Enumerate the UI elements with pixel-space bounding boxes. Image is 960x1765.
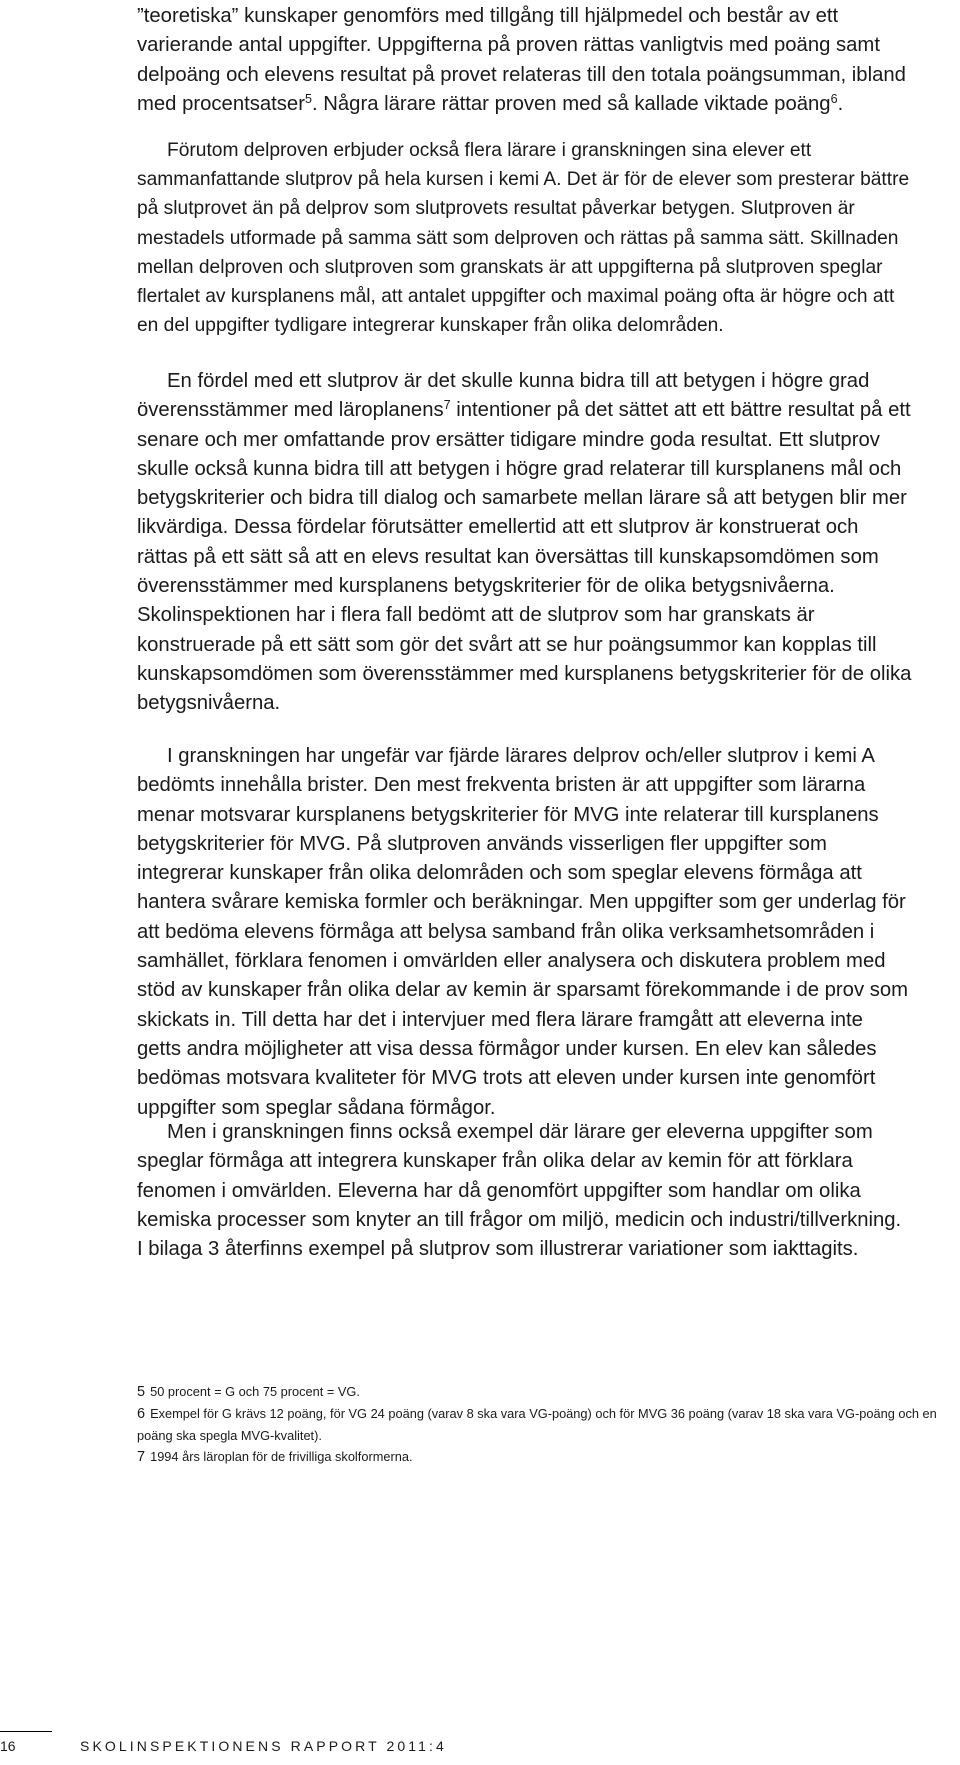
paragraph-1-text-b: . Några lärare rättar proven med så kallade viktade poäng <box>311 92 831 115</box>
footnote-text-5: 50 procent = G och 75 procent = VG. <box>150 1384 360 1399</box>
paragraph-3-text-a: En fördel med ett slutprov är det skulle kunna bidra till att betygen i högre grad överensstämmer med läroplanens <box>137 370 870 422</box>
footnote-ref-5[interactable]: 5 <box>304 91 312 106</box>
footnote-number-7: 7 <box>137 1449 146 1465</box>
footnote-number-5: 5 <box>137 1384 146 1400</box>
paragraph-5 <box>137 1118 912 1264</box>
footer-divider <box>0 1731 52 1732</box>
footnotes-block <box>137 1381 949 1468</box>
paragraph-4 <box>137 742 912 1123</box>
footnote-number-6: 6 <box>137 1406 146 1422</box>
footnote-7-line <box>137 1446 949 1468</box>
paragraph-2 <box>137 136 912 340</box>
paragraph-1 <box>137 2 912 119</box>
paragraph-3-text-b: intentioner på det sättet att ett bättre resultat på ett senare och mer omfattande prov ersätter tidigare mindre goda resultat. Ett slutprov skulle också kunna bidra till att betygen i högre grad relaterar till kursplanens mål och betygskriterier och bidra till dialog och samarbete mellan lärare så att betygen blir mer likvärdiga. Dessa fördelar förutsätter emellertid att ett slutprov är konstruerat och rättas på ett sätt så att en elevs resultat kan översättas till kunskapsomdömen som överensstämmer med kursplanens betygskriterier för de olika betygsnivåerna. Skolinspektionen har i flera fall bedömt att de slutprov som har granskats är konstruerade på ett sätt som gör det svårt att se hur poängsummor kan kopplas till kunskapsomdömen som överensstämmer med kursplanens betygskriterier för de olika betygsnivåerna. <box>137 399 912 715</box>
footnote-6-line <box>137 1403 949 1446</box>
footnote-text-6: Exempel för G krävs 12 poäng, för VG 24 poäng (varav 8 ska vara VG-poäng) och för MVG 36 poäng (varav 18 ska vara VG-poäng och en poäng ska spegla MVG-kvalitet). <box>137 1406 937 1443</box>
paragraph-2-text: Förutom delproven erbjuder också flera lärare i granskningen sina elever ett sammanfattande slutprov på hela kursen i kemi A. Det är för de elever som presterar bättre på slutprovet än på delprov som slutprovets resultat påverkar betygen. Slutproven är mestadels utformade på samma sätt som delproven och rättas på samma sätt. Skillnaden mellan delproven och slutproven som granskats är att uppgifterna på slutproven speglar flertalet av kursplanens mål, att antalet uppgifter och maximal poäng ofta är högre och att en del uppgifter tydligare integrerar kunskaper från olika delområden. <box>137 140 910 337</box>
paragraph-4-text: I granskningen har ungefär var fjärde lärares delprov och/eller slutprov i kemi A bedömts innehålla brister. Den mest frekventa bristen är att uppgifter som lärarna menar motsvarar kursplanens betygskriterier för MVG inte relaterar till kursplanens betygskriterier för MVG. På slutproven används visserligen fler uppgifter som integrerar kunskaper från olika delområden och som speglar elevens förmåga att hantera svårare kemiska formler och beräkningar. Men uppgifter som ger underlag för att bedöma elevens förmåga att belysa samband från olika verksamhetsområden i samhället, förklara fenomen i omvärlden eller analysera och diskutera problem med stöd av kunskaper från olika delar av kemin är sparsamt förekommande i de prov som skickats in. Till detta har det i intervjuer med flera lärare framgått att eleverna inte getts andra möjligheter att visa dessa förmågor under kursen. En elev kan således bedömas motsvara kvaliteter för MVG trots att eleven under kursen inte genomfört uppgifter som speglar sådana förmågor. <box>137 745 909 1119</box>
footnote-5-line <box>137 1381 949 1403</box>
footnote-ref-7[interactable]: 7 <box>443 398 451 413</box>
footnote-ref-6[interactable]: 6 <box>830 91 838 106</box>
paragraph-1-text-c: . <box>837 92 844 115</box>
paragraph-5-text: Men i granskningen finns också exempel där lärare ger eleverna uppgifter som speglar förmåga att integrera kunskaper från olika delar av kemin för att förklara fenomen i omvärlden. Eleverna har då genomfört uppgifter som handlar om olika kemiska processer som knyter an till frågor om miljö, medicin och industri/tillverkning. I bilaga 3 återfinns exempel på slutprov som illustrerar variationer som iakttagits. <box>137 1121 902 1261</box>
paragraph-3 <box>137 367 912 719</box>
footnote-text-7: 1994 års läroplan för de frivilliga skolformerna. <box>150 1449 413 1464</box>
paragraph-1-text-a: ”teoretiska” kunskaper genomförs med tillgång till hjälpmedel och består av ett varierande antal uppgifter. Uppgifterna på proven rättas vanligtvis med poäng samt delpoäng och elevens resultat på provet relateras till den totala poängsumman, ibland med procentsatser <box>137 5 906 115</box>
running-title: SKOLINSPEKTIONENS RAPPORT 2011:4 <box>80 1738 447 1754</box>
page-number: 16 <box>0 1738 16 1754</box>
page-footer <box>0 1731 960 1753</box>
